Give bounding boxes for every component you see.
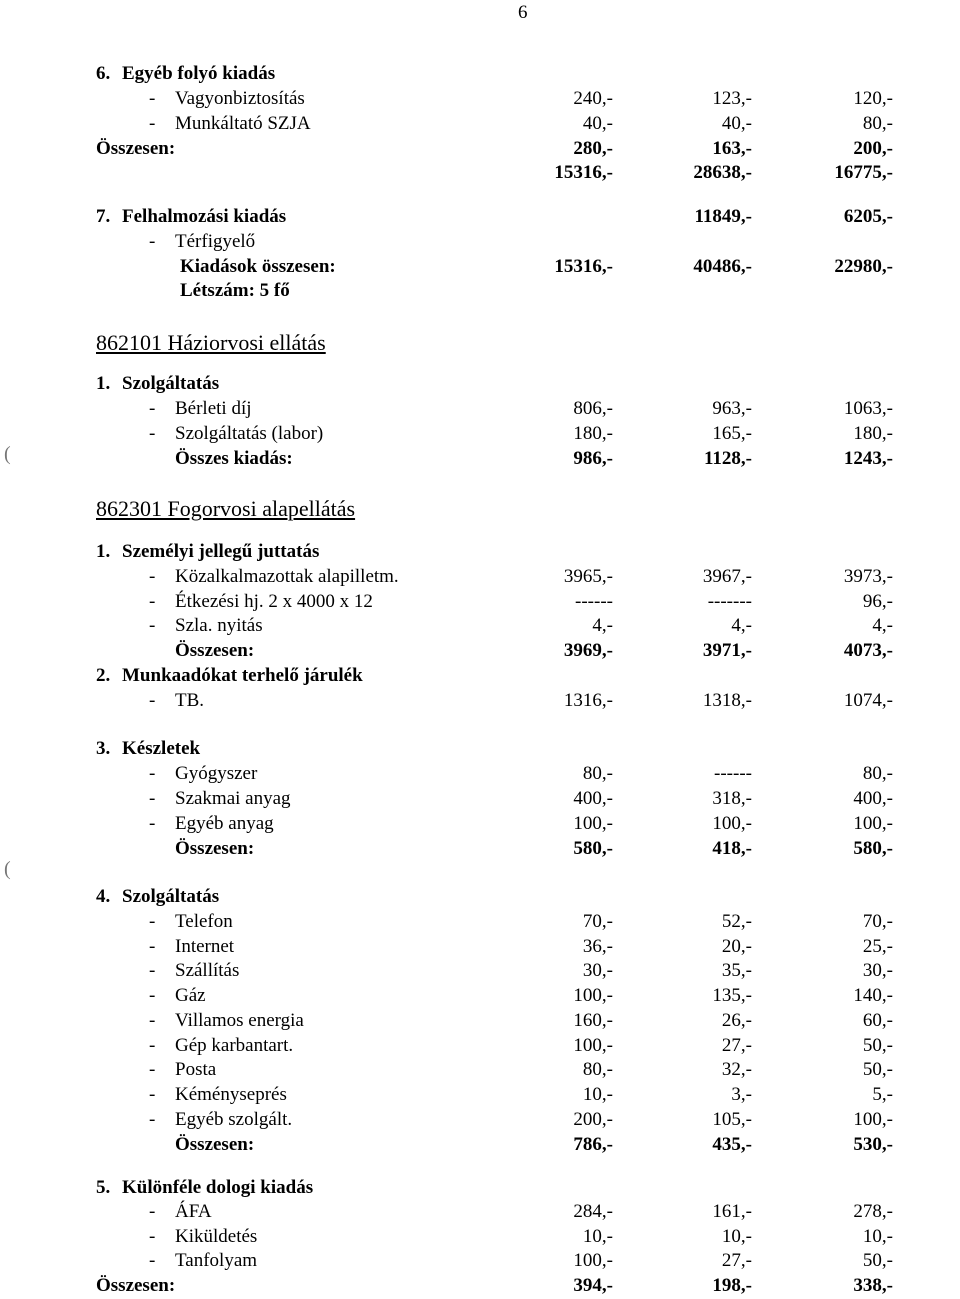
value-col3: 6205,-	[843, 206, 893, 227]
value-col1: 180,-	[573, 423, 613, 444]
value-col2: 165,-	[712, 423, 752, 444]
row-label: Összesen:	[175, 838, 255, 859]
row-gaz	[0, 984, 960, 1008]
row-kikuldetes	[0, 1225, 960, 1249]
value-col3: 1074,-	[843, 690, 893, 711]
value-col3: 400,-	[853, 788, 893, 809]
value-col1: 15316,-	[554, 256, 613, 277]
value-col1: 30,-	[582, 960, 613, 981]
section-number: 5.	[96, 1177, 111, 1198]
bullet-dash: -	[149, 591, 156, 612]
value-col3: 60,-	[862, 1010, 893, 1031]
unit-title: Háziorvosi ellátás	[167, 330, 326, 355]
value-col2: 198,-	[712, 1275, 752, 1296]
value-col2: 4,-	[731, 615, 752, 636]
value-col1: 394,-	[573, 1275, 613, 1296]
row-carry-total	[0, 161, 960, 185]
value-col2: 28638,-	[693, 162, 752, 183]
margin-mark: (	[4, 443, 11, 465]
bullet-dash: -	[149, 1035, 156, 1056]
row-label: Összesen:	[175, 1134, 255, 1155]
row-label: Tanfolyam	[175, 1250, 258, 1271]
row-kemenyseprs	[0, 1083, 960, 1107]
bullet-dash: -	[149, 1084, 156, 1105]
section-b4	[0, 885, 960, 909]
value-col2: 52,-	[721, 911, 752, 932]
value-col2: 3967,-	[702, 566, 752, 587]
bullet-dash: -	[149, 88, 156, 109]
section-number: 2.	[96, 665, 111, 686]
value-col3: 16775,-	[834, 162, 893, 183]
value-col3: 100,-	[853, 813, 893, 834]
row-label: Internet	[175, 936, 235, 957]
row-osszes-kiadas	[0, 447, 960, 471]
row-subtotal	[0, 1274, 960, 1298]
row-tanfolyam	[0, 1249, 960, 1273]
bullet-dash: -	[149, 788, 156, 809]
value-col1: 400,-	[573, 788, 613, 809]
section-title: Munkaadókat terhelő járulék	[122, 665, 363, 686]
row-label: Kiadások összesen:	[180, 256, 336, 277]
row-label: Közalkalmazottak alapilletm.	[175, 566, 399, 587]
section-number: 3.	[96, 738, 111, 759]
row-label: Gyógyszer	[175, 763, 258, 784]
value-col1: 100,-	[573, 813, 613, 834]
value-col2: 1318,-	[702, 690, 752, 711]
row-gyogyszer	[0, 762, 960, 786]
row-szakmai-anyag	[0, 787, 960, 811]
row-label: Szakmai anyag	[175, 788, 291, 809]
section-title: Személyi jellegű juttatás	[122, 541, 320, 562]
value-col3: 80,-	[862, 763, 893, 784]
value-col1: 280,-	[573, 138, 613, 159]
row-internet	[0, 935, 960, 959]
row-label: Villamos energia	[175, 1010, 304, 1031]
row-villamos-energia	[0, 1009, 960, 1033]
row-szolgaltatas-labor	[0, 422, 960, 446]
value-col2: 27,-	[721, 1035, 752, 1056]
row-tb	[0, 689, 960, 713]
row-kiadasok-osszesen	[0, 255, 960, 279]
value-col1: 240,-	[573, 88, 613, 109]
value-col2: 27,-	[721, 1250, 752, 1271]
value-col3: 1063,-	[843, 398, 893, 419]
value-col3: 80,-	[862, 113, 893, 134]
row-subtotal	[0, 837, 960, 861]
value-col1: 3969,-	[563, 640, 613, 661]
value-col3: 100,-	[853, 1109, 893, 1130]
row-afa	[0, 1200, 960, 1224]
section-7	[0, 205, 960, 229]
value-col3: 30,-	[862, 960, 893, 981]
row-telefon	[0, 910, 960, 934]
section-a1	[0, 372, 960, 396]
bullet-dash: -	[149, 231, 156, 252]
margin-mark: (	[4, 858, 11, 880]
bullet-dash: -	[149, 690, 156, 711]
bullet-dash: -	[149, 113, 156, 134]
value-col3: 1243,-	[843, 448, 893, 469]
bullet-dash: -	[149, 911, 156, 932]
value-col3: 50,-	[862, 1035, 893, 1056]
value-col3: 96,-	[862, 591, 893, 612]
value-col1: 36,-	[582, 936, 613, 957]
row-egyeb-anyag	[0, 812, 960, 836]
value-col3: 180,-	[853, 423, 893, 444]
bullet-dash: -	[149, 1059, 156, 1080]
row-label: Vagyonbiztosítás	[175, 88, 305, 109]
bullet-dash: -	[149, 936, 156, 957]
value-col1: 100,-	[573, 1250, 613, 1271]
section-b1	[0, 540, 960, 564]
row-subtotal	[0, 1133, 960, 1157]
row-label: Összesen:	[96, 1275, 176, 1296]
value-col2: 1128,-	[703, 448, 752, 469]
value-col1: 100,-	[573, 985, 613, 1006]
row-label: Létszám: 5 fő	[180, 280, 290, 301]
value-col2: 318,-	[712, 788, 752, 809]
row-egyeb-szolgalt	[0, 1108, 960, 1132]
row-label: Összesen:	[175, 640, 255, 661]
value-col1: 580,-	[573, 838, 613, 859]
value-col1: 40,-	[582, 113, 613, 134]
value-col2: 11849,-	[694, 206, 752, 227]
section-title: Készletek	[122, 738, 201, 759]
value-col2: 100,-	[712, 813, 752, 834]
unit-title: Fogorvosi alapellátás	[167, 496, 356, 521]
value-col2: 135,-	[712, 985, 752, 1006]
value-col3: 50,-	[862, 1059, 893, 1080]
row-label: TB.	[175, 690, 205, 711]
bullet-dash: -	[149, 566, 156, 587]
value-col2: 435,-	[712, 1134, 752, 1155]
value-col1: 80,-	[582, 763, 613, 784]
row-terfigyelo	[0, 230, 960, 254]
value-col1: 1316,-	[563, 690, 613, 711]
value-col2: 40486,-	[693, 256, 752, 277]
value-col2: 20,-	[721, 936, 752, 957]
value-col1: 10,-	[582, 1084, 613, 1105]
section-number: 7.	[96, 206, 111, 227]
value-col3: 580,-	[853, 838, 893, 859]
value-col3: 140,-	[853, 985, 893, 1006]
value-col1: ------	[575, 591, 613, 612]
value-col3: 278,-	[853, 1201, 893, 1222]
value-col2: 163,-	[712, 138, 752, 159]
value-col2: ------	[714, 763, 752, 784]
value-col1: 160,-	[573, 1010, 613, 1031]
value-col1: 10,-	[582, 1226, 613, 1247]
value-col1: 200,-	[573, 1109, 613, 1130]
row-label: Gáz	[175, 985, 206, 1006]
value-col2: 3,-	[731, 1084, 752, 1105]
section-6	[0, 62, 960, 86]
bullet-dash: -	[149, 398, 156, 419]
value-col2: 123,-	[712, 88, 752, 109]
value-col2: 963,-	[712, 398, 752, 419]
bullet-dash: -	[149, 1250, 156, 1271]
section-number: 1.	[96, 373, 111, 394]
row-szla-nyitas	[0, 614, 960, 638]
value-col2: 35,-	[721, 960, 752, 981]
row-label: Bérleti díj	[175, 398, 252, 419]
bullet-dash: -	[149, 813, 156, 834]
row-label: Egyéb szolgált.	[175, 1109, 293, 1130]
value-col1: 4,-	[592, 615, 613, 636]
row-vagyonbiztositas	[0, 87, 960, 111]
section-number: 4.	[96, 886, 111, 907]
row-subtotal	[0, 137, 960, 161]
unit-code: 862301	[96, 496, 162, 521]
section-b5	[0, 1176, 960, 1200]
unit-heading-fogorvos	[96, 496, 355, 522]
value-col1: 806,-	[573, 398, 613, 419]
row-kozalkalmazottak	[0, 565, 960, 589]
row-label: Posta	[175, 1059, 217, 1080]
row-szallitas	[0, 959, 960, 983]
value-col3: 338,-	[853, 1275, 893, 1296]
value-col3: 5,-	[872, 1084, 893, 1105]
value-col2: 418,-	[712, 838, 752, 859]
value-col2: 40,-	[721, 113, 752, 134]
bullet-dash: -	[149, 763, 156, 784]
section-number: 1.	[96, 541, 111, 562]
row-label: ÁFA	[175, 1201, 212, 1222]
row-gep-karbantart	[0, 1034, 960, 1058]
value-col2: -------	[707, 591, 752, 612]
value-col3: 530,-	[853, 1134, 893, 1155]
value-col3: 22980,-	[834, 256, 893, 277]
value-col3: 70,-	[862, 911, 893, 932]
value-col2: 3971,-	[702, 640, 752, 661]
row-letszam	[0, 279, 960, 303]
bullet-dash: -	[149, 985, 156, 1006]
bullet-dash: -	[149, 1010, 156, 1031]
row-posta	[0, 1058, 960, 1082]
section-title: Szolgáltatás	[122, 373, 220, 394]
page-number: 6	[518, 2, 528, 23]
value-col3: 25,-	[862, 936, 893, 957]
row-berleti-dij	[0, 397, 960, 421]
value-col3: 3973,-	[843, 566, 893, 587]
section-title: Felhalmozási kiadás	[122, 206, 287, 227]
bullet-dash: -	[149, 1109, 156, 1130]
bullet-dash: -	[149, 960, 156, 981]
value-col1: 15316,-	[554, 162, 613, 183]
row-label: Étkezési hj. 2 x 4000 x 12	[175, 591, 373, 612]
value-col3: 4,-	[872, 615, 893, 636]
row-label: Kéményseprés	[175, 1084, 287, 1105]
value-col1: 100,-	[573, 1035, 613, 1056]
row-label: Térfigyelő	[175, 231, 256, 252]
row-label: Gép karbantart.	[175, 1035, 294, 1056]
value-col3: 10,-	[862, 1226, 893, 1247]
unit-heading-haziorvos	[96, 330, 326, 356]
section-b3	[0, 737, 960, 761]
value-col1: 70,-	[582, 911, 613, 932]
row-label: Összesen:	[96, 138, 176, 159]
section-number: 6.	[96, 63, 111, 84]
value-col3: 200,-	[853, 138, 893, 159]
section-title: Különféle dologi kiadás	[122, 1177, 314, 1198]
value-col2: 32,-	[721, 1059, 752, 1080]
row-label: Szla. nyitás	[175, 615, 263, 636]
bullet-dash: -	[149, 1226, 156, 1247]
value-col1: 986,-	[573, 448, 613, 469]
value-col1: 284,-	[573, 1201, 613, 1222]
value-col3: 50,-	[862, 1250, 893, 1271]
section-b2	[0, 664, 960, 688]
section-title: Egyéb folyó kiadás	[122, 63, 276, 84]
bullet-dash: -	[149, 615, 156, 636]
row-munkaltato-szja	[0, 112, 960, 136]
value-col1: 786,-	[573, 1134, 613, 1155]
row-label: Szállítás	[175, 960, 240, 981]
value-col2: 161,-	[712, 1201, 752, 1222]
bullet-dash: -	[149, 423, 156, 444]
row-etkezesi	[0, 590, 960, 614]
row-label: Munkáltató SZJA	[175, 113, 311, 134]
row-label: Összes kiadás:	[175, 448, 293, 469]
row-label: Telefon	[175, 911, 233, 932]
value-col2: 10,-	[721, 1226, 752, 1247]
value-col1: 80,-	[582, 1059, 613, 1080]
row-label: Egyéb anyag	[175, 813, 274, 834]
row-label: Szolgáltatás (labor)	[175, 423, 324, 444]
value-col3: 120,-	[853, 88, 893, 109]
value-col2: 26,-	[721, 1010, 752, 1031]
value-col1: 3965,-	[563, 566, 613, 587]
section-title: Szolgáltatás	[122, 886, 220, 907]
unit-code: 862101	[96, 330, 162, 355]
row-subtotal	[0, 639, 960, 663]
row-label: Kiküldetés	[175, 1226, 258, 1247]
value-col3: 4073,-	[843, 640, 893, 661]
bullet-dash: -	[149, 1201, 156, 1222]
value-col2: 105,-	[712, 1109, 752, 1130]
